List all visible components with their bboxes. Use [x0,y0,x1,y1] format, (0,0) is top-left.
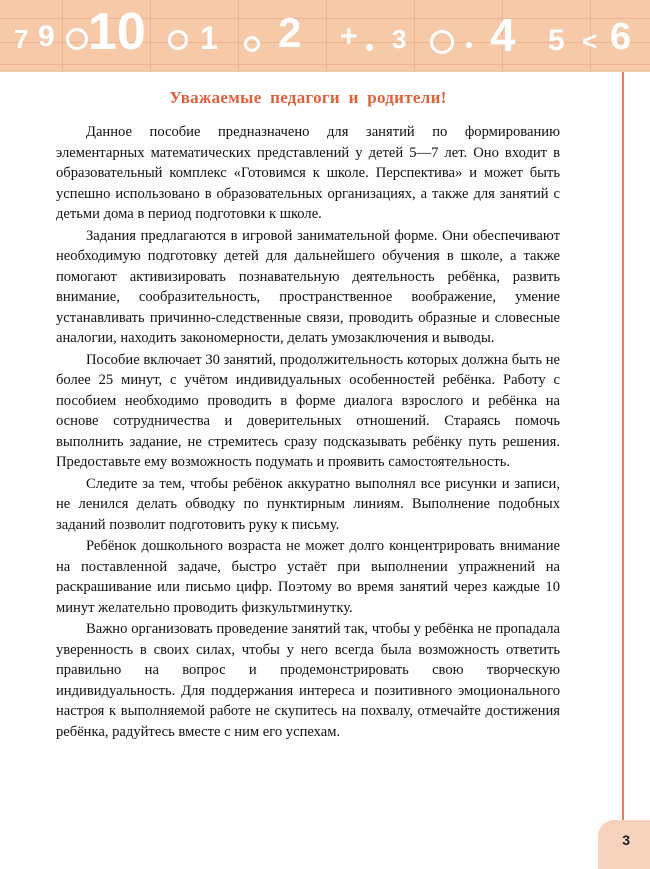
page-title: Уважаемые педагоги и родители! [169,88,447,107]
band-number-glyph: 10 [88,3,146,61]
band-number-glyph: 7 [14,24,29,54]
band-number-glyph: 3 [392,24,407,54]
band-grid-line [150,0,151,72]
dot-decoration-icon [466,42,472,48]
circle-decoration-icon [168,30,188,50]
band-number-glyph: 6 [610,16,632,58]
band-grid-line [238,0,239,72]
band-number-glyph: 1 [200,20,218,56]
page-content [56,72,560,743]
paragraph: Данное пособие предназначено для занятий по формированию элементарных математических представлений у детей 5—7 лет. Оно входит в образовательный комплекс «Готовимся к школе. Перспектива» и может быть успешно использовано в образовательных организациях, а также для занятий с детьми дома в период подготовки к школе. [56,124,560,222]
band-plus-glyph: + [340,20,358,53]
band-grid-line [326,0,327,72]
paragraph: Ребёнок дошкольного возраста не может долго концентрировать внимание на поставленной задаче, быстро устаёт при выполнении упражнений на раскрашивание или письмо цифр. Поэтому во время занятий через каждые 10 минут желательно проводить физкультминутку. [56,538,560,616]
page-margin-rule [622,72,624,869]
paragraph: Важно организовать проведение занятий так, чтобы у ребёнка не пропадала уверенность в своих силах, чтобы у него всегда была возможность ответить правильно на вопрос и продемонстрировать свою творческую индивидуальность. Для поддержания интереса и позитивного эмоционального настроя к выполняемой работе не скупитесь на похвалу, отмечайте достижения ребёнка, радуйтесь вместе с ним его успехам. [56,621,560,740]
band-number-glyph: 9 [38,20,55,53]
page-number: 3 [622,832,630,848]
circle-decoration-icon [66,28,88,50]
band-grid-line [62,0,63,72]
band-number-glyph: 5 [548,24,565,57]
band-grid-line [414,0,415,72]
dot-decoration-icon [366,44,373,51]
band-grid-line [0,64,650,65]
circle-decoration-icon [430,30,454,54]
paragraph: Задания предлагаются в игровой занимательной форме. Они обеспечивают необходимую подготовку детей для дальнейшего обучения в школе, а также помогают активизировать познавательную деятельность ребёнка, развить внимание, сообразительность, пространственное воображение, умение устанавливать причинно-следственные связи, проводить образные и словесные аналогии, находить закономерности, делать умозаключения и выводы. [56,227,560,346]
paragraph: Следите за тем, чтобы ребёнок аккуратно выполнял все рисунки и записи, не ленился делать обводку по пунктирным линиям. Выполнение подобных заданий позволит подготовить руку к письму. [56,475,560,533]
decorative-header-band [0,0,650,72]
band-number-glyph: 2 [278,9,302,56]
circle-decoration-icon [244,36,260,52]
band-less-than-glyph: < [582,26,598,56]
band-number-glyph: 4 [490,9,516,61]
paragraph: Пособие включает 30 занятий, продолжительность которых должна быть не более 25 минут, с учётом индивидуальных особенностей ребёнка. Работу с пособием необходимо проводить в форме диалога взрослого и ребёнка на основе сотрудничества и доверительных отношений. Стараясь помочь выполнить задание, не стремитесь сразу подсказывать ребёнку путь решения. Предоставьте ему возможность подумать и проявить самостоятельность. [56,351,560,470]
